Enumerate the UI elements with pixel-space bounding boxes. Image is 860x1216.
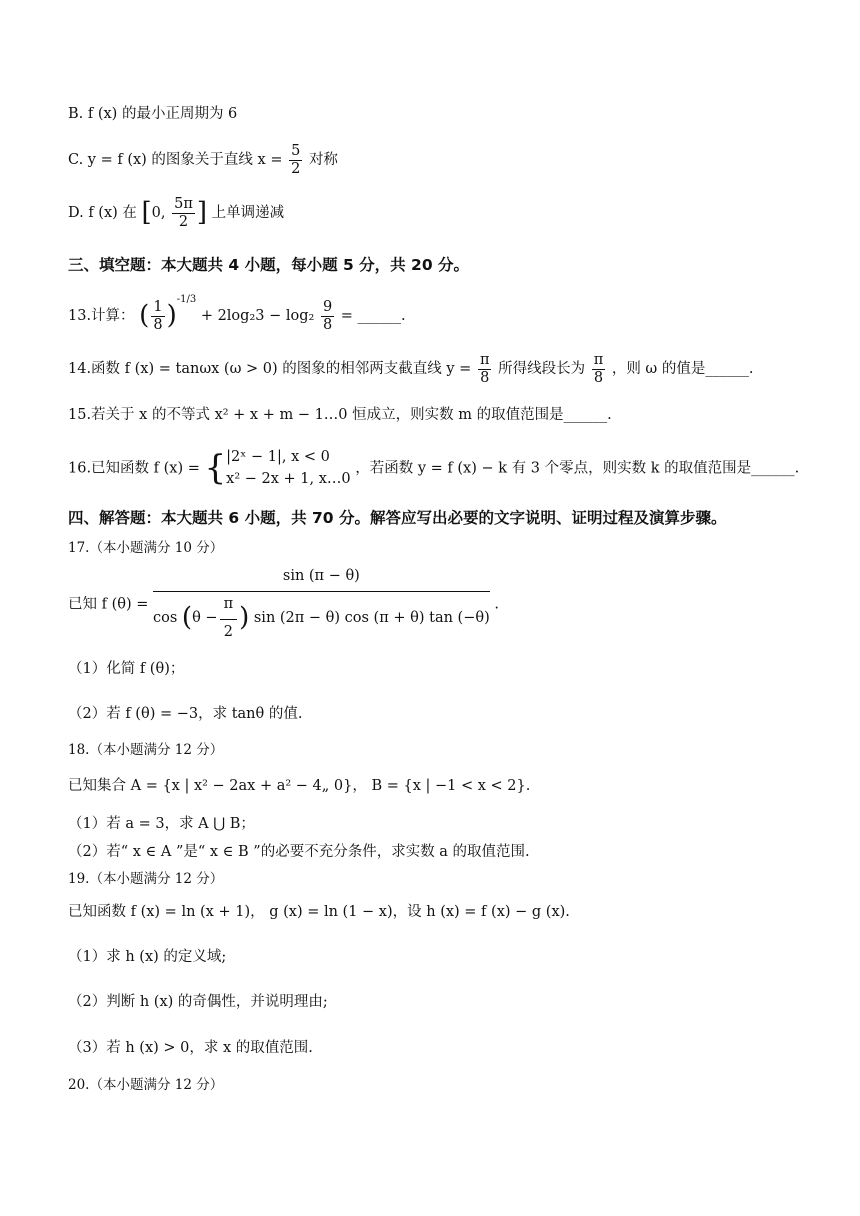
q13-fraction	[151, 299, 164, 333]
q14-den-2: 8	[593, 369, 604, 386]
q19-header: 19.（本小题满分 12 分）	[68, 871, 224, 887]
q17-header: 17.（本小题满分 10 分）	[68, 540, 224, 556]
q16-brace: {	[204, 448, 227, 489]
question-13	[68, 294, 406, 333]
q19-part-2: （2）判断 h (x) 的奇偶性，并说明理由;	[68, 994, 328, 1010]
q14-num: π	[479, 352, 490, 368]
q18-part-1: （1）若 a = 3，求 A ⋃ B；	[68, 816, 255, 832]
q13-pre: 13.计算：	[68, 308, 135, 324]
option-d-num: 5π	[174, 196, 193, 212]
q16-post: ，若函数 y = f (x) − k 有 3 个零点，则实数 k 的取值范围是______.	[355, 460, 800, 477]
question-16	[68, 446, 799, 491]
q13-mid: + 2log₂3 − log₂	[200, 308, 315, 324]
q17-fraction	[153, 568, 490, 641]
option-d-den: 2	[178, 213, 189, 230]
q20-header: 20.（本小题满分 12 分）	[68, 1077, 224, 1093]
q14-fraction-2	[592, 352, 606, 386]
q16-cases	[226, 446, 350, 491]
q14-fraction	[478, 352, 492, 386]
q13-paren-close: )	[166, 300, 177, 331]
left-bracket: [	[141, 197, 152, 228]
option-d-interval-left: 0,	[151, 205, 166, 222]
q17-period: .	[494, 596, 499, 613]
q16-case-2: x² − 2x + 1, x…0	[226, 471, 351, 488]
q13-exponent: -1/3	[176, 294, 197, 305]
q16-pre: 16.已知函数 f (x) =	[68, 460, 200, 477]
q14-mid: 所得线段长为	[498, 361, 586, 378]
q17-den-fraction	[220, 596, 238, 640]
question-14	[68, 352, 753, 386]
q17-part-2: （2）若 f (θ) = −3，求 tanθ 的值.	[68, 706, 303, 722]
q17-den-rest: sin (2π − θ) cos (π + θ) tan (−θ)	[253, 610, 490, 627]
q13-num: 1	[153, 298, 163, 315]
option-d-post: 上单调递减	[211, 205, 285, 222]
section-3-title: 三、填空题：本大题共 4 小题，每小题 5 分，共 20 分。	[68, 256, 470, 274]
q19-given: 已知函数 f (x) = ln (x + 1)， g (x) = ln (1 − x)，设 h (x) = f (x) − g (x).	[68, 904, 570, 920]
section-4-title: 四、解答题：本大题共 6 小题，共 70 分。解答应写出必要的文字说明、证明过程及演算步骤。	[68, 509, 727, 527]
option-c-fraction	[289, 143, 302, 177]
option-d	[68, 196, 284, 230]
q17-den-theta: θ −	[192, 610, 218, 627]
option-b-text: B. f (x) 的最小正周期为 6	[68, 106, 238, 122]
q14-den: 8	[480, 369, 490, 386]
q17-den-two: 2	[223, 624, 233, 641]
q17-numerator: sin (π − θ)	[153, 568, 490, 592]
option-c-num: 5	[291, 143, 301, 159]
q14-pre: 14.函数 f (x) = tanωx (ω > 0) 的图象的相邻两支截直线 y =	[68, 361, 472, 378]
q18-part-2: （2）若“ x ∈ A ”是“ x ∈ B ”的必要不充分条件，求实数 a 的取值范围.	[68, 844, 530, 860]
q17-den-paren-open: (	[181, 602, 193, 633]
option-c-den: 2	[291, 160, 301, 177]
option-b	[68, 106, 237, 123]
q13-post: = ______.	[340, 308, 406, 324]
option-c-post: 对称	[308, 152, 338, 169]
q16-case-1: |2ˣ − 1|, x < 0	[226, 449, 330, 465]
question-15: 15.若关于 x 的不等式 x² + x + m − 1…0 恒成立，则实数 m 的取值范围是______.	[68, 407, 612, 423]
q17-den-pi: π	[220, 596, 238, 620]
q17-given	[68, 568, 499, 641]
option-d-fraction	[172, 196, 195, 230]
option-c-pre: C. y = f (x) 的图象关于直线 x =	[68, 152, 283, 169]
q13-den: 8	[153, 316, 163, 333]
q13-paren-open: (	[139, 300, 150, 331]
q18-given: 已知集合 A = {x | x² − 2ax + a² − 4„ 0}， B = {x | −1 < x < 2}.	[68, 778, 531, 794]
q18-header: 18.（本小题满分 12 分）	[68, 742, 224, 758]
q14-post: ，则 ω 的值是______.	[611, 361, 754, 378]
q19-part-1: （1）求 h (x) 的定义域;	[68, 949, 227, 965]
q13-fraction-2	[321, 299, 334, 333]
option-d-pre: D. f (x) 在	[68, 205, 137, 222]
q14-num-2: π	[593, 352, 604, 368]
q13-den-2: 8	[322, 316, 333, 333]
q17-den-cos: cos	[153, 610, 178, 627]
option-c	[68, 143, 338, 177]
q17-den-paren-close: )	[239, 602, 250, 633]
q17-denominator	[153, 592, 490, 640]
q17-part-1: （1）化简 f (θ)；	[68, 661, 185, 677]
q17-pre: 已知 f (θ) =	[68, 596, 149, 613]
q19-part-3: （3）若 h (x) > 0，求 x 的取值范围.	[68, 1040, 313, 1056]
q13-num-2: 9	[322, 298, 333, 315]
right-bracket: ]	[196, 197, 208, 228]
